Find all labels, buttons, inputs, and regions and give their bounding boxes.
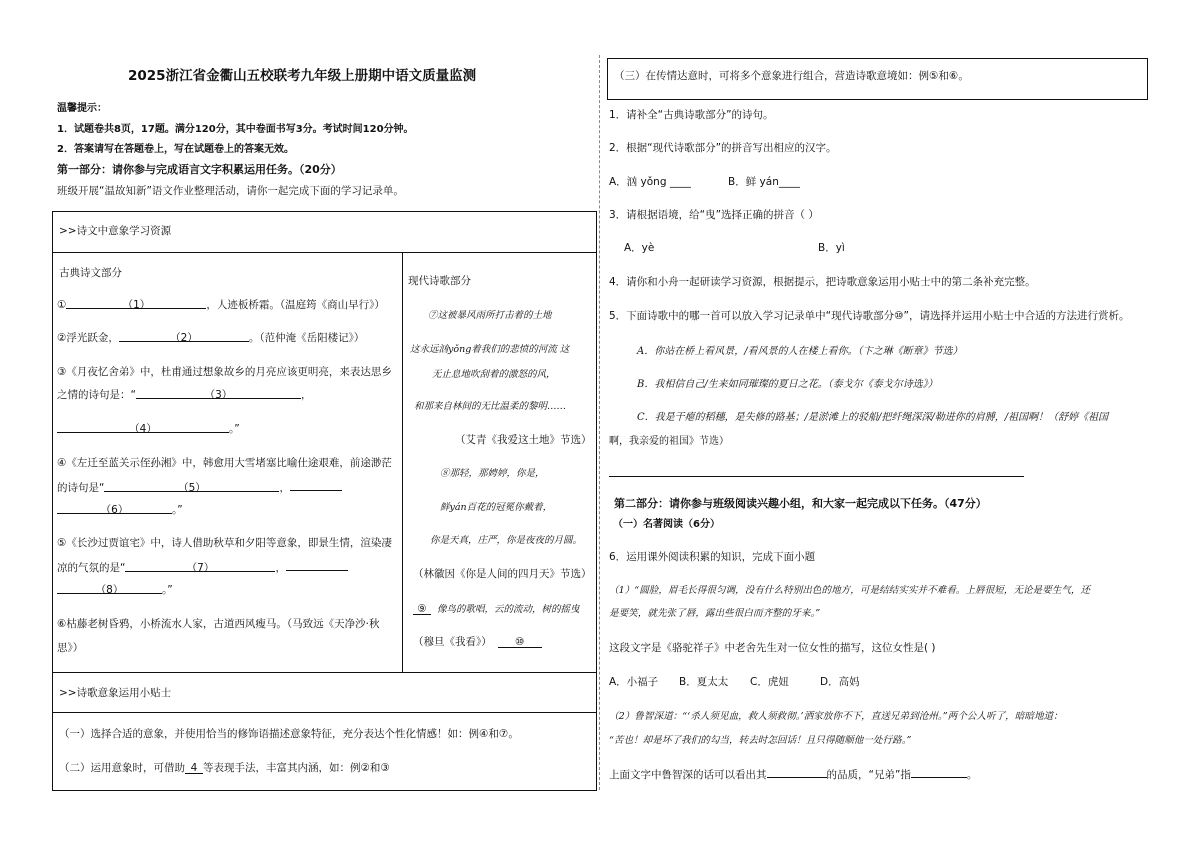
answer-blank-3[interactable]: （3）	[136, 387, 301, 399]
quote-end: 。”	[172, 504, 183, 516]
answer-blank-6[interactable]: （6）	[57, 502, 172, 514]
table-column-divider	[402, 252, 403, 672]
question-4: 4．请你和小舟一起研读学习资源，根据提示，把诗歌意象运用小贴士中的第二条补充完整。	[609, 276, 1036, 288]
classic-item-3-prefix: 之情的诗句是：“	[57, 389, 136, 401]
answer-blank-7[interactable]: （7）	[125, 560, 275, 572]
question-1: 1．请补全“古典诗歌部分”的诗句。	[609, 109, 774, 121]
classic-item-6-line1: ⑥枯藤老树昏鸦，小桥流水人家，古道西风瘦马。（马致远《天净沙·秋	[57, 618, 380, 630]
question-6-1-option: B．夏太太	[679, 676, 729, 688]
modern-poem-line: 像鸟的歌唱，云的流动，树的摇曳	[437, 604, 580, 615]
question-6-1-option: A．小福子	[609, 676, 659, 688]
modern-poem-line: 和那来自林间的无比温柔的黎明……	[414, 401, 567, 412]
section-b-header: >>诗歌意象运用小贴士	[59, 687, 172, 699]
answer-blank-2[interactable]: （2）	[119, 330, 249, 342]
question-6-2-end: 。	[966, 769, 978, 781]
modern-poem-source: （艾青《我爱这土地》节选）	[455, 434, 592, 446]
answer-blank-8[interactable]: （8）	[57, 582, 162, 594]
modern-poem-source: （穆旦《我看》）	[413, 636, 492, 648]
modern-poem-line-9	[413, 601, 580, 615]
classic-item-2-prefix: ②浮光跃金，	[57, 332, 119, 344]
comma: ，	[279, 482, 290, 494]
classic-item-4-line1: ④《左迁至蓝关示侄孙湘》中，韩愈用大雪堵塞比喻仕途艰难，前途渺茫	[57, 457, 392, 469]
modern-poem-line-10	[413, 634, 542, 649]
classic-item-1-text: ，人迹板桥霜。（温庭筠《商山早行》）	[206, 299, 385, 311]
question-6-1-option: C．虎妞	[750, 676, 789, 688]
classic-item-5-line3	[57, 582, 173, 597]
table-divider	[52, 712, 597, 713]
tip-two-prefix: （二）运用意象时，可借助	[59, 762, 185, 774]
part1-title: 第一部分：请你参与完成语言文字积累运用任务。（20分）	[57, 163, 342, 176]
part2-subtitle: （一）名著阅读（6分）	[613, 519, 720, 530]
section-a-header: >>诗文中意象学习资源	[59, 225, 172, 237]
question-3: 3．请根据语境，给“曳”选择正确的拼音（ ）	[609, 209, 819, 221]
classic-item-3-line1: ③《月夜忆舍弟》中，杜甫通过想象故乡的月亮应该更明亮，来表达思乡	[57, 366, 392, 378]
answer-blank-10[interactable]: ⑩	[498, 636, 542, 648]
question-6-1-passage-cont: 是要笑，就先张了唇，露出些很白而齐整的牙来。”	[609, 608, 821, 619]
modern-poem-line: 你是天真，庄严，你是夜夜的月圆。	[430, 535, 583, 546]
quote-end: 。”	[162, 584, 173, 596]
part2-title: 第二部分：请你参与班级阅读兴趣小组，和大家一起完成以下任务。（47分）	[614, 497, 987, 510]
comma: ，	[300, 389, 312, 401]
question-6-2-question	[609, 766, 977, 782]
classic-item-3-line3	[57, 421, 240, 436]
modern-poem-source: （林徽因《你是人间的四月天》节选）	[413, 568, 592, 580]
classic-item-5-prefix: 凉的气氛的是“	[57, 562, 126, 574]
question-6-2-mid: 的品质，“兄弟”指	[826, 769, 911, 781]
comma: ，	[275, 562, 286, 574]
classic-item-4-line3	[57, 502, 183, 517]
question-5-option-c-cont: 啊，我亲爱的祖国》节选）	[609, 436, 729, 447]
question-6-1-option: D．高妈	[820, 676, 860, 688]
classic-item-5-line1: ⑤《长沙过贾谊宅》中，诗人借助秋草和夕阳等意象，即景生情，渲染凄	[57, 537, 392, 549]
classic-item-3-line2	[57, 387, 311, 402]
classic-item-1	[57, 297, 385, 312]
question-5: 5．下面诗歌中的哪一首可以放入学习记录单中“现代诗歌部分⑩”，请选择并运用小贴士中合适的方法进行赏析。	[609, 310, 1130, 322]
classic-item-2-text: 。（范仲淹《岳阳楼记》）	[248, 332, 365, 344]
question-5-option-b: B．我相信自己/生来如同璀璨的夏日之花。（泰戈尔《泰戈尔诗选》）	[637, 379, 938, 390]
classic-item-2	[57, 330, 364, 345]
classic-item-5-line2	[57, 559, 348, 575]
classic-item-4-line2	[57, 479, 342, 495]
question-2: 2．根据“现代诗歌部分”的拼音写出相应的汉字。	[609, 142, 837, 154]
tip-2: 2．答案请写在答题卷上，写在试题卷上的答案无效。	[57, 144, 294, 155]
question-5-option-a: A．你站在桥上看风景，/看风景的人在楼上看你。（卞之琳《断章》节选）	[637, 346, 963, 357]
table-divider	[52, 252, 597, 253]
question-2-option-b: B．鲜 yán____	[728, 176, 800, 188]
tip-1: 1．试题卷共8页，17题。满分120分，其中卷面书写3分。考试时间120分钟。	[57, 124, 414, 135]
modern-poem-line: 鲜yán百花的冠冕你戴着，	[440, 502, 553, 513]
tip-three: （三）在传情达意时，可将多个意象进行组合，营造诗歌意境如：例⑤和⑥。	[614, 70, 969, 82]
question-6-2-prefix: 上面文字中鲁智深的话可以看出其	[609, 769, 767, 781]
item-number: ①	[57, 299, 67, 311]
page-title: 2025浙江省金衢山五校联考九年级上册期中语文质量监测	[128, 68, 477, 84]
answer-blank-5[interactable]: （5）	[104, 480, 279, 492]
question-6-1-question: 这段文字是《骆驼祥子》中老舍先生对一位女性的描写，这位女性是( )	[609, 642, 936, 654]
classic-item-4-prefix: 的诗句是“	[57, 482, 105, 494]
modern-poem-line: ⑦这被暴风雨所打击着的土地	[428, 310, 552, 321]
answer-blank-quality[interactable]	[767, 766, 827, 778]
answer-blank-brother[interactable]	[911, 766, 967, 778]
answer-blank-4[interactable]: （4）	[57, 421, 229, 433]
question-6-1-passage: （1）“圆脸，眉毛长得很匀调，没有什么特别出色的地方，可是结结实实并不难看。上唇很短，无论是要生气，还	[609, 585, 1091, 596]
classic-header: 古典诗文部分	[59, 267, 122, 279]
poem-number-9: ⑨	[413, 603, 431, 615]
tips-title: 温馨提示：	[57, 103, 107, 114]
tip-one: （一）选择合适的意象，并使用恰当的修饰语描述意象特征，充分表达个性化情感！如：例④和⑦。	[59, 728, 519, 740]
part1-intro: 班级开展“温故知新”语文作业整理活动，请你一起完成下面的学习记录单。	[57, 185, 404, 197]
answer-blank-5-cont[interactable]	[290, 479, 342, 491]
answer-blank-1[interactable]: （1）	[66, 297, 206, 309]
question-6-2-passage: （2）鲁智深道：“‘杀人须见血，救人须救彻。’洒家放你不下，直送兄弟到沧州。”两个公人听了，暗暗地道：	[609, 711, 1063, 722]
quote-end: 。”	[229, 423, 240, 435]
tip-two-text: 等表现手法，丰富其内涵，如：例②和③	[203, 762, 390, 774]
tip-two	[59, 760, 390, 775]
answer-line	[609, 476, 1024, 477]
question-5-option-c: C．我是干瘪的稻穗，是失修的路基；/是淤滩上的驳船/把纤绳深深/勒进你的肩膊，/祖国啊！（舒婷《祖国	[637, 412, 1109, 423]
question-6: 6．运用课外阅读积累的知识，完成下面小题	[609, 551, 816, 563]
question-2-option-a: A．汹 yǒng ____	[609, 176, 691, 188]
question-6-2-passage-cont: “苦也！却是坏了我们的勾当，转去时怎回话！且只得随顺他一处行路。”	[609, 735, 912, 746]
question-3-option-b: B．yì	[818, 242, 845, 254]
modern-poem-line: 这永远汹yǒng着我们的悲愤的河流 这	[410, 344, 570, 355]
column-divider	[599, 55, 600, 790]
modern-poem-line: 无止息地吹刮着的激怒的风，	[432, 369, 556, 380]
modern-header: 现代诗歌部分	[408, 275, 471, 287]
question-3-option-a: A．yè	[624, 242, 655, 254]
answer-blank-tip[interactable]: 4	[185, 762, 203, 774]
modern-poem-line: ⑧那轻，那娉婷，你是，	[440, 468, 545, 479]
classic-item-6-line2: 思》）	[57, 642, 84, 654]
table-divider	[52, 672, 597, 673]
answer-blank-7-cont[interactable]	[286, 559, 348, 571]
